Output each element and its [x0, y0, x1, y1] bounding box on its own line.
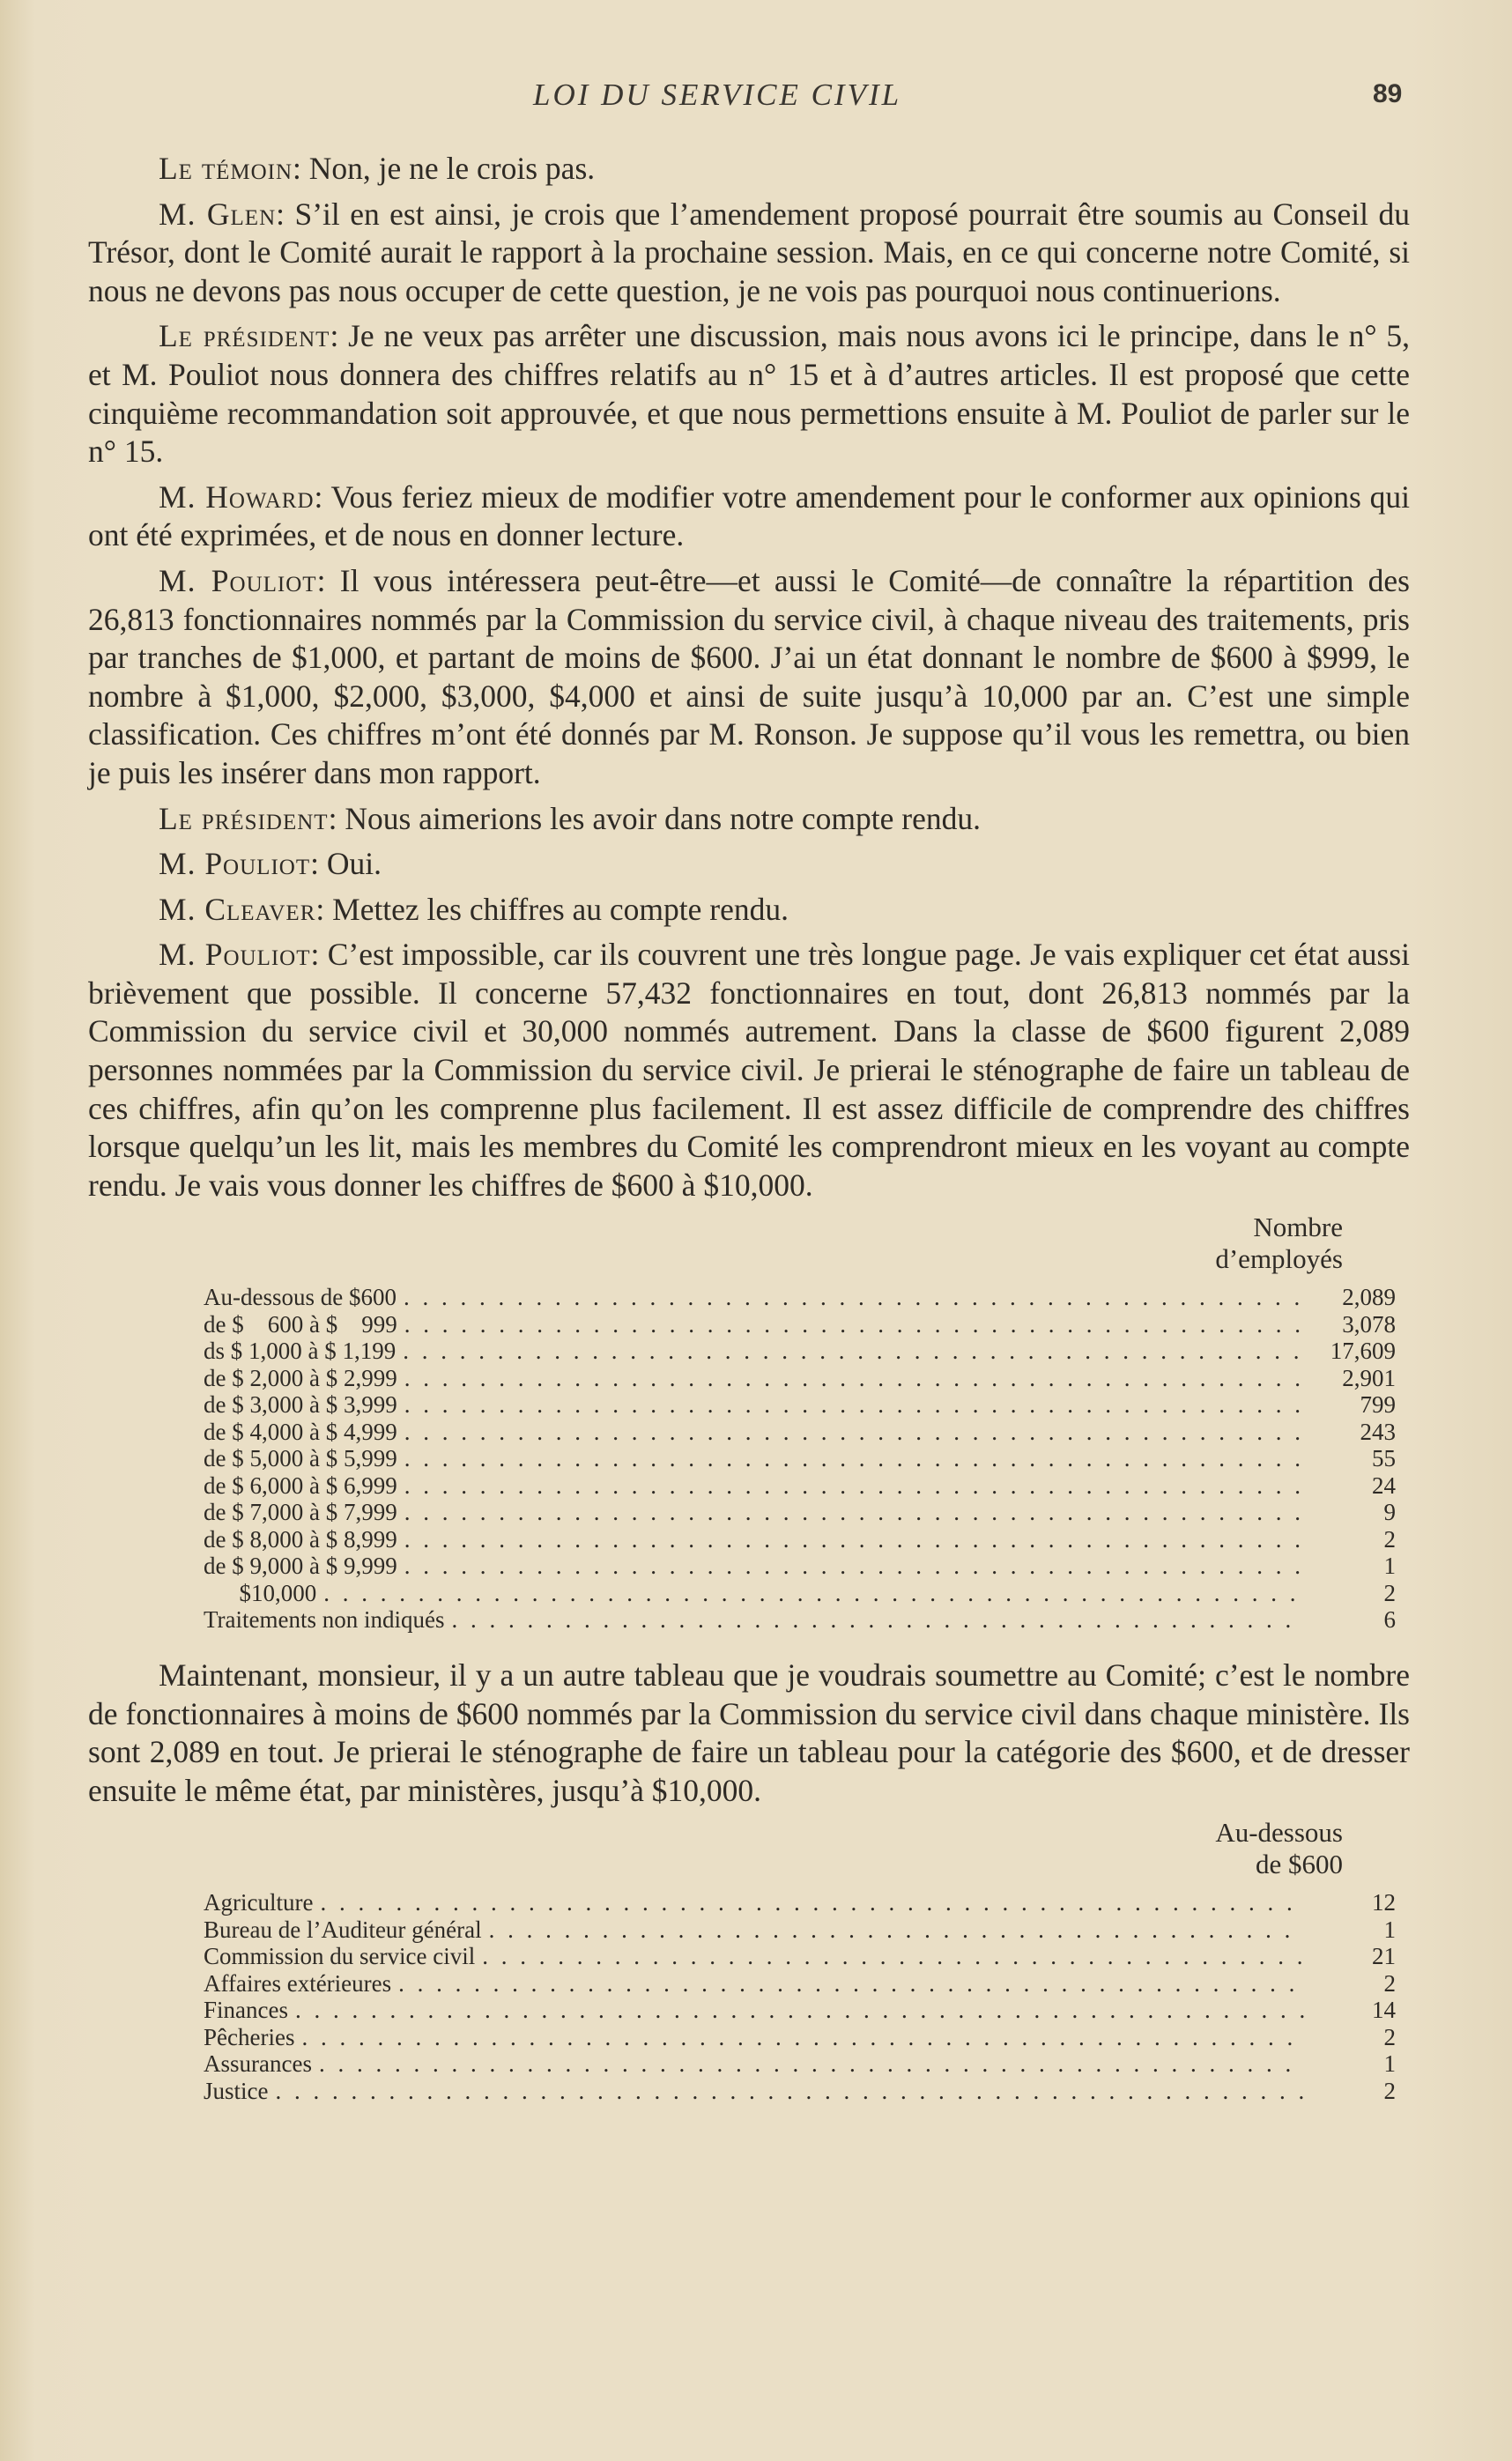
paragraph-text: Je ne veux pas arrêter une discussion, mais nous avons ici le principe, dans le n° 5, et M. Pouliot nous donnera des chiffres relatifs au n° 15 et à d’autres articles. Il est proposé que cette cinquième recommandation soit approuvée, et que nous permettions ensuite à M. Pouliot de parler sur le n° 15.: [88, 318, 1410, 470]
table-row: de $ 4,000 à $ 4,999 . . . 243: [204, 1419, 1396, 1446]
ministry-table-column-header: Au-dessous de $600: [1215, 1817, 1343, 1880]
paragraph: Le président: Je ne veux pas arrêter une discussion, mais nous avons ici le principe, dans le n° 5, et M. Pouliot nous donnera des chiffres relatifs au n° 15 et à d’autres articles. Il est proposé que cette cinquième recommandation soit approuvée, et que nous permettions ensuite à M. Pouliot de parler sur le n° 15.: [88, 318, 1410, 470]
salary-table-column-header: Nombre d’employés: [1215, 1212, 1343, 1275]
speaker-name: M. Pouliot: [159, 562, 317, 598]
paragraph: Le témoin: Non, je ne le crois pas.: [159, 151, 596, 186]
table-row: $10,000 . . . 2: [204, 1580, 1396, 1607]
paragraph: Maintenant, monsieur, il y a un autre tableau que je voudrais soumettre au Comité; c’est le nombre de fonctionnaires à moins de $600 nommés par la Commission du service civil dans chaque ministère. Ils sont 2,089 en tout. Je prierai le sténographe de faire un tableau pour la catégorie des $600, et de dresser ensuite le même état, par ministères, jusqu’à $10,000.: [88, 1657, 1410, 1808]
table-row: de $ 600 à $ 999 . . . 3,078: [204, 1311, 1396, 1338]
table-row: Finances . . . 14: [204, 1997, 1396, 2024]
paragraph: M. Pouliot: Oui.: [159, 846, 382, 882]
table-row: de $ 5,000 à $ 5,999 . . . 55: [204, 1445, 1396, 1472]
paragraph-text: Nous aimerions les avoir dans notre compte rendu.: [345, 800, 981, 836]
paragraph: M. Pouliot: Il vous intéressera peut-être—et aussi le Comité—de connaître la répartition des 26,813 fonctionnaires nommés par la Commission du service civil, à chaque niveau des traitements, pris par tranches de $1,000, et partant de moins de $600. J’ai un état donnant le nombre de $600 à $999, le nombre à $1,000, $2,000, $3,000, $4,000 et ainsi de suite jusqu’à 10,000 par an. C’est une simple classification. Ces chiffres m’ont été donnés par M. Ronson. Je suppose qu’il vous les remettra, ou bien je puis les insérer dans mon rapport.: [88, 562, 1410, 790]
table-row: Assurances . . . 1: [204, 2050, 1396, 2078]
speaker-name: M. Howard: [159, 478, 315, 515]
paragraph: M. Pouliot: C’est impossible, car ils couvrent une très longue page. Je vais expliquer cet état aussi brièvement que possible. Il concerne 57,432 fonctionnaires en tout, dont 26,813 nommés par la Commission du service civil et 30,000 nommés autrement. Dans la classe de $600 figurent 2,089 personnes nommées par la Commission du service civil. Je prierai le sténographe de faire un tableau de ces chiffres, afin qu’on les comprenne plus facilement. Il est assez difficile de comprendre des chiffres lorsque quelqu’un les lit, mais les membres du Comité les comprendront mieux en les voyant au compte rendu. Je vais vous donner les chiffres de $600 à $10,000.: [88, 937, 1410, 1203]
table-row: de $ 6,000 à $ 6,999 . . . 24: [204, 1472, 1396, 1500]
speaker-name: Le président: [159, 318, 330, 354]
body-text: [88, 150, 1410, 2104]
table-row: Au-dessous de $600 . . . 2,089: [204, 1284, 1396, 1311]
paragraph-text: Non, je ne le crois pas.: [308, 151, 596, 186]
speaker-name: Le président: [159, 800, 329, 836]
table-row: Commission du service civil . . . 21: [204, 1943, 1396, 1970]
paragraph-text: Oui.: [326, 846, 382, 882]
table-row: de $ 8,000 à $ 8,999 . . . 2: [204, 1526, 1396, 1553]
table-row: Pêcheries . . . 2: [204, 2024, 1396, 2051]
paragraph: M. Glen: S’il en est ainsi, je crois que l’amendement proposé pourrait être soumis au Conseil du Trésor, dont le Comité aurait le rapport à la prochaine session. Mais, en ce qui concerne notre Comité, si nous ne devons pas nous occuper de cette question, je ne vois pas pourquoi nous continuerions.: [88, 196, 1410, 308]
speaker-name: Le témoin: [159, 151, 293, 186]
paragraph-text: S’il en est ainsi, je crois que l’amendement proposé pourrait être soumis au Conseil du Trésor, dont le Comité aurait le rapport à la prochaine session. Mais, en ce qui concerne notre Comité, si nous ne devons pas nous occuper de cette question, je ne vois pas pourquoi nous continuerions.: [88, 196, 1410, 308]
paragraph-text: Mettez les chiffres au compte rendu.: [332, 891, 789, 927]
speaker-name: M. Cleaver: [159, 891, 316, 927]
paragraph: M. Howard: Vous feriez mieux de modifier votre amendement pour le conformer aux opinions qui ont été exprimées, et de nous en donner lecture.: [88, 478, 1410, 553]
paragraph: Le président: Nous aimerions les avoir dans notre compte rendu.: [159, 800, 981, 836]
page-number: 89: [1373, 79, 1403, 108]
table-row: de $ 3,000 à $ 3,999 . . . 799: [204, 1391, 1396, 1419]
table-row: Justice . . . 2: [204, 2078, 1396, 2105]
paragraph: M. Cleaver: Mettez les chiffres au compte rendu.: [159, 891, 789, 927]
speaker-name: M. Pouliot: [159, 846, 311, 882]
speaker-name: M. Pouliot: [159, 937, 311, 973]
table-row: de $ 7,000 à $ 7,999 . . . 9: [204, 1499, 1396, 1526]
paragraph-text: Vous feriez mieux de modifier votre amendement pour le conformer aux opinions qui ont été exprimées, et de nous en donner lecture.: [88, 478, 1410, 553]
table-row: de $ 2,000 à $ 2,999 . . . 2,901: [204, 1365, 1396, 1392]
running-title: LOI DU SERVICE CIVIL: [533, 78, 902, 112]
salary-table: [88, 1212, 1410, 1634]
table-row: de $ 9,000 à $ 9,999 . . . 1: [204, 1553, 1396, 1580]
table-row: Affaires extérieures . . . 2: [204, 1970, 1396, 1998]
paragraph-text: C’est impossible, car ils couvrent une très longue page. Je vais expliquer cet état aussi brièvement que possible. Il concerne 57,432 fonctionnaires en tout, dont 26,813 nommés par la Commission du service civil et 30,000 nommés autrement. Dans la classe de $600 figurent 2,089 personnes nommées par la Commission du service civil. Je prierai le sténographe de faire un tableau de ces chiffres, afin qu’on les comprenne plus facilement. Il est assez difficile de comprendre des chiffres lorsque quelqu’un les lit, mais les membres du Comité les comprendront mieux en les voyant au compte rendu. Je vais vous donner les chiffres de $600 à $10,000.: [88, 937, 1410, 1203]
page-header: [0, 78, 1512, 122]
speaker-name: M. Glen: [159, 196, 277, 232]
table-row: Traitements non indiqués . . . 6: [204, 1606, 1396, 1634]
paragraph-text: Il vous intéressera peut-être—et aussi le Comité—de connaître la répartition des 26,813 fonctionnaires nommés par la Commission du service civil, à chaque niveau des traitements, pris par tranches de $1,000, et partant de moins de $600. J’ai un état donnant le nombre de $600 à $999, le nombre à $1,000, $2,000, $3,000, $4,000 et ainsi de suite jusqu’à 10,000 par an. C’est une simple classification. Ces chiffres m’ont été donnés par M. Ronson. Je suppose qu’il vous les remettra, ou bien je puis les insérer dans mon rapport.: [88, 562, 1410, 790]
table-row: Agriculture . . . 12: [204, 1889, 1396, 1916]
table-row: Bureau de l’Auditeur général . . . 1: [204, 1916, 1396, 1944]
ministry-table: [88, 1817, 1410, 2104]
table-row: ds $ 1,000 à $ 1,199 . . . 17,609: [204, 1338, 1396, 1365]
